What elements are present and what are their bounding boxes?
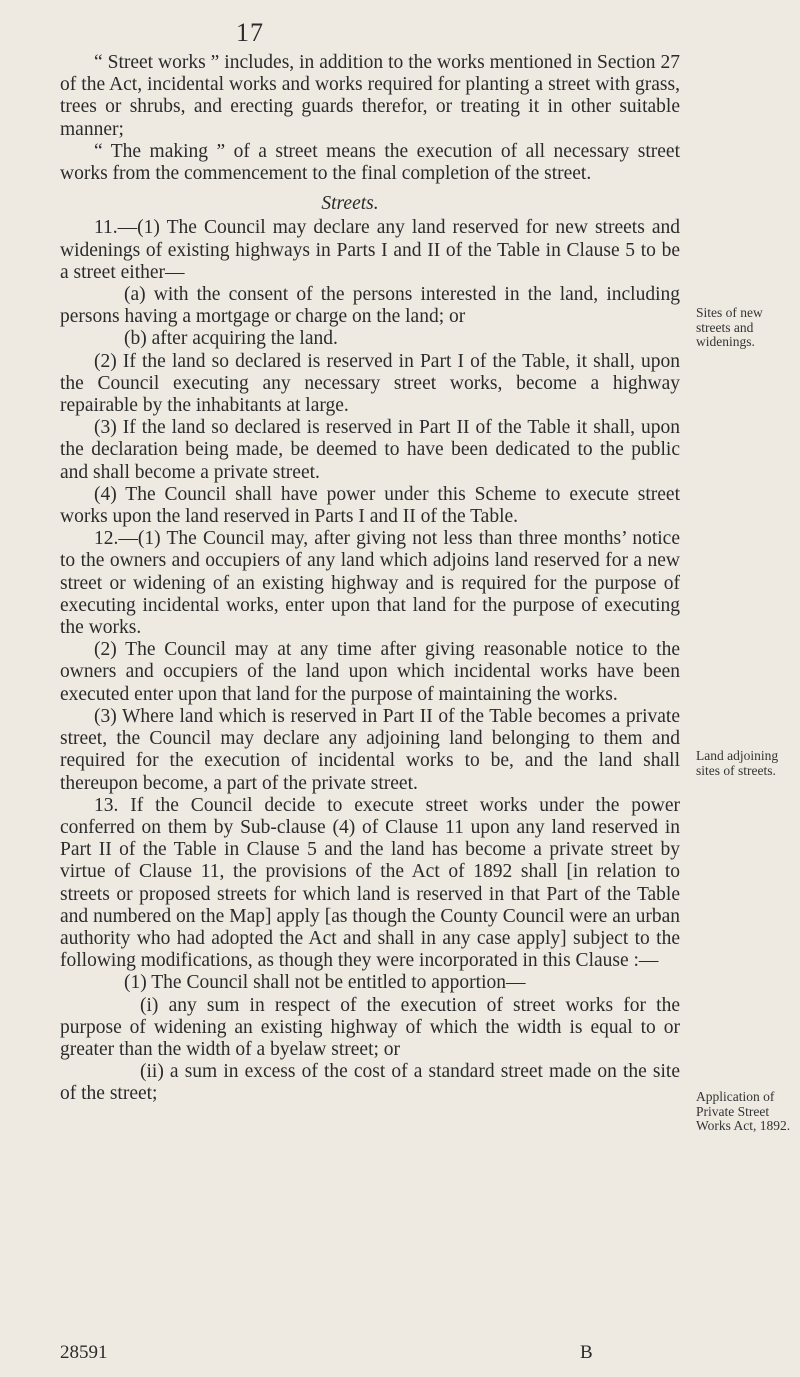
paragraph-13-1-i: (i) any sum in respect of the execution of street works for the purpose of widening an existing highway of which the width is equal to or greater than the width of a byelaw street; or — [60, 994, 680, 1060]
paragraph-13: 13. If the Council decide to execute street works under the power conferred on them by Sub-clause (4) of Clause 11 upon any land reserved in Part II of the Table in Clause 5 and the land has become a private street by virtue of Clause 11, the provisions of the Act of 1892 shall [in relation to streets or proposed streets for which land is reserved in that Part of the Table and numbered on the Map] apply [as though the County Council were an urban authority who had adopted the Act and shall in any case apply] subject to the following modifications, as though they were incorporated in this Clause :— — [60, 794, 680, 972]
margin-note-application: Application of Private Street Works Act, 1892. — [696, 1089, 791, 1133]
margin-note-land-adjoining: Land adjoining sites of streets. — [696, 748, 779, 778]
paragraph-12-3: (3) Where land which is reserved in Part II of the Table becomes a private street, the Council may declare any adjoining land belonging to them and required for the execution of incidental works to be, and the land shall thereupon become, a part of the private street. — [60, 705, 680, 794]
page-number: 17 — [236, 18, 264, 47]
section-heading: Streets. — [321, 193, 379, 215]
paragraph-11-1: 11.—(1) The Council may declare any land reserved for new streets and widenings of existing highways in Parts I and II of the Table in Clause 5 to be a street either— — [60, 217, 680, 283]
paragraph-11-4: (4) The Council shall have power under this Scheme to execute street works upon the land reserved in Parts I and II of the Table. — [60, 483, 680, 528]
paragraph-making: “ The making ” of a street means the execution of all necessary street works from the commencement to the final completion of the street. — [60, 140, 680, 185]
paragraph-11-1b: (b) after acquiring the land. — [124, 328, 338, 350]
paragraph-12-2: (2) The Council may at any time after giving reasonable notice to the owners and occupiers of the land upon which incidental works have been executed enter upon that land for the purpose of maintaining the works. — [60, 639, 680, 705]
paragraph-street-works: “ Street works ” includes, in addition to the works mentioned in Section 27 of the Act, incidental works and works required for planting a street with grass, trees or shrubs, and erecting guards therefor, or treating it in other suitable manner; — [60, 52, 680, 140]
paragraph-13-1: (1) The Council shall not be entitled to apportion— — [124, 972, 526, 994]
main-text — [60, 52, 680, 1106]
margin-note-sites: Sites of new streets and widenings. — [696, 305, 763, 349]
paragraph-11-1a: (a) with the consent of the persons interested in the land, including persons having a mortgage or charge on the land; or — [60, 284, 680, 328]
signature-mark: 28591 — [60, 1342, 108, 1363]
paragraph-12-1: 12.—(1) The Council may, after giving not less than three months’ notice to the owners and occupiers of any land which adjoins land reserved for a new street or widening of an existing highway and is required for the purpose of executing incidental works, enter upon that land for the purpose of executing the works. — [60, 528, 680, 639]
paragraph-11-2: (2) If the land so declared is reserved in Part I of the Table, it shall, upon the Council executing any necessary street works, become a highway repairable by the inhabitants at large. — [60, 350, 680, 417]
paragraph-13-1-ii: (ii) a sum in excess of the cost of a standard street made on the site of the street; — [60, 1061, 680, 1105]
paragraph-11-3: (3) If the land so declared is reserved in Part II of the Table it shall, upon the declaration being made, be deemed to have been dedicated to the public and shall become a private street. — [60, 417, 680, 483]
signature-letter: B — [580, 1342, 593, 1363]
